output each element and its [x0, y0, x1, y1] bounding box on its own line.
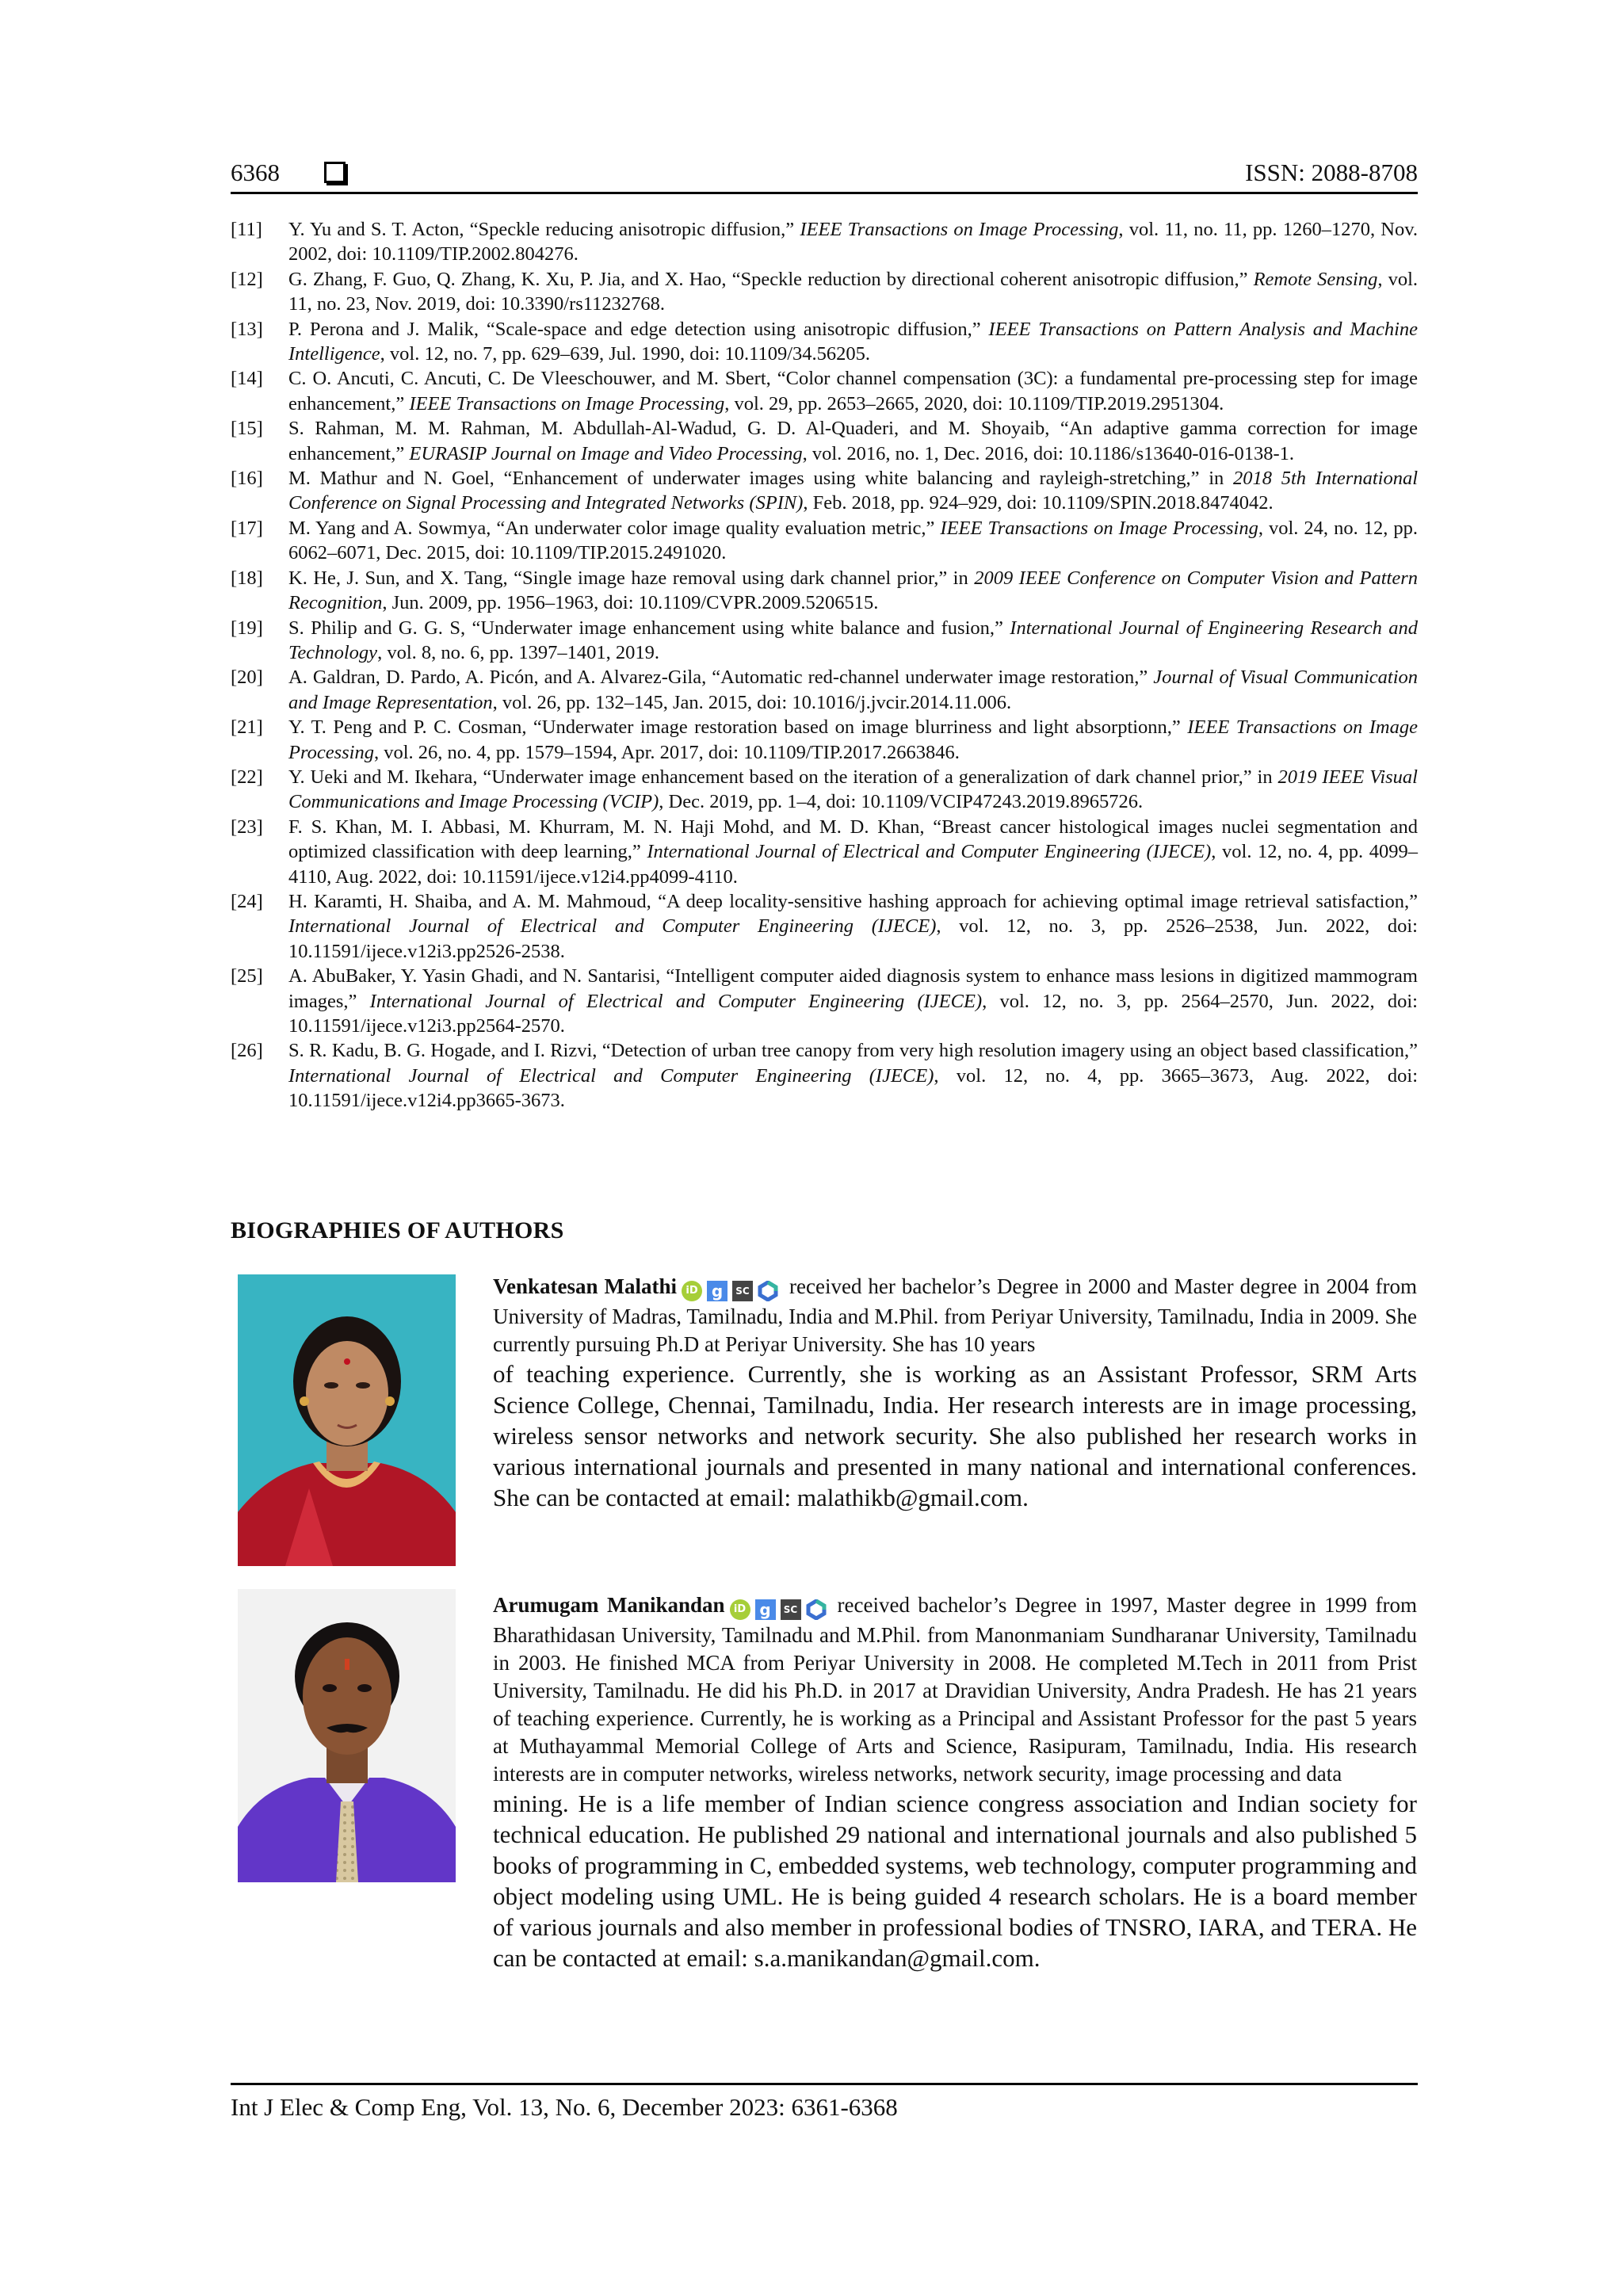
reference-venue: IEEE Transactions on Image Processing — [409, 392, 725, 415]
reference-venue: International Journal of Electrical and Computer Engineering (IJECE) — [288, 1064, 934, 1087]
author-bio-manikandan — [493, 1591, 1417, 1973]
reference-venue: EURASIP Journal on Image and Video Processing — [409, 442, 803, 464]
reference-authors-title: Y. T. Peng and P. C. Cosman, “Underwater image restoration based on image blurriness and light absorptionn,” — [288, 716, 1188, 739]
reference-authors-title: S. R. Kadu, B. G. Hogade, and I. Rizvi, “Detection of urban tree canopy from very high resolution imagery using an object based classification,” — [288, 1040, 1418, 1062]
reference-details: , Dec. 2019, pp. 1–4, doi: 10.1109/VCIP47243.2019.8965726. — [659, 791, 1144, 813]
reference-details: , vol. 12, no. 7, pp. 629–639, Jul. 1990, doi: 10.1109/34.56205. — [380, 343, 871, 365]
reference-number: [16] — [231, 468, 263, 490]
reference-details: , vol. 12, no. 4, pp. 4099–4110, Aug. 2022, doi: 10.11591/ijece.v12i4.pp4099-4110. — [288, 841, 1418, 888]
reference-item — [231, 317, 1418, 367]
reference-item — [231, 416, 1418, 466]
reference-number: [26] — [231, 1040, 263, 1062]
reference-details: , vol. 2016, no. 1, Dec. 2016, doi: 10.1186/s13640-016-0138-1. — [802, 442, 1295, 464]
author-bio-text: mining. He is a life member of Indian science congress association and Indian society for technical education. He published 29 national and international journals and also published 5 books of programming in C, embedded systems, web technology, computer programming and object modeling using UML. He is being guided 4 research scholars. He is a board member of various journals and also member in professional bodies of TNSRO, IARA, and TERA. He can be contacted at email: s.a.manikandan@gmail.com. — [493, 1790, 1417, 1972]
reference-authors-title: M. Yang and A. Sowmya, “An underwater color image quality evaluation metric,” — [288, 517, 941, 539]
publons-icon[interactable] — [806, 1599, 827, 1620]
journal-citation: Int J Elec & Comp Eng, Vol. 13, No. 6, December 2023: 6361-6368 — [231, 2093, 898, 2121]
reference-authors-title: A. AbuBaker, Y. Yasin Ghadi, and N. Santarisi, “Intelligent computer aided diagnosis system to enhance mass lesions in digitized mammogram images,” — [288, 965, 1418, 1012]
scopus-icon[interactable]: SC — [732, 1281, 753, 1301]
reference-venue: IEEE Transactions on Image Processing — [800, 219, 1119, 240]
reference-item — [231, 466, 1418, 516]
reference-details: , vol. 24, no. 12, pp. 6062–6071, Dec. 2015, doi: 10.1109/TIP.2015.2491020. — [288, 517, 1418, 564]
author-bio-text: of teaching experience. Currently, she is working as an Assistant Professor, SRM Arts Science College, Chennai, Tamilnadu, India. Her research interests are in image processing, wireless sensor networks and network security. She also published her research works in various international journals and presented in many national and international conferences. She can be contacted at email: malathikb@gmail.com. — [493, 1360, 1417, 1511]
reference-item — [231, 665, 1418, 715]
author-photo-manikandan — [238, 1589, 456, 1882]
reference-item — [231, 616, 1418, 666]
author-bio-text: received her bachelor’s Degree in 2000 and Master degree in 2004 from University of Madras, Tamilnadu, India and M.Phil. from Periyar University, Tamilnadu, India in 2009. She currently pursuing Ph.D at Periyar University. She has 10 years — [493, 1274, 1417, 1356]
biographies-heading: BIOGRAPHIES OF AUTHORS — [231, 1217, 564, 1244]
reference-authors-title: S. Rahman, M. M. Rahman, M. Abdullah-Al-Wadud, G. D. Al-Quaderi, and M. Shoyaib, “An adaptive gamma correction for image enhancement,” — [288, 418, 1418, 464]
reference-authors-title: P. Perona and J. Malik, “Scale-space and edge detection using anisotropic diffusion,” — [288, 318, 989, 340]
issn-label: ISSN: 2088-8708 — [1245, 159, 1418, 186]
page-header — [231, 154, 1418, 194]
reference-number: [17] — [231, 517, 263, 539]
reference-details: , vol. 12, no. 3, pp. 2564–2570, Jun. 2022, doi: 10.11591/ijece.v12i3.pp2564-2570. — [288, 990, 1418, 1037]
reference-details: , Jun. 2009, pp. 1956–1963, doi: 10.1109/CVPR.2009.5206515. — [382, 592, 879, 614]
reference-details: , vol. 11, no. 23, Nov. 2019, doi: 10.3390/rs11232768. — [288, 268, 1418, 315]
reference-authors-title: C. O. Ancuti, C. Ancuti, C. De Vleeschouwer, and M. Sbert, “Color channel compensation (3C): a fundamental pre-processing step for image enhancement,” — [288, 368, 1418, 415]
reference-authors-title: Y. Yu and S. T. Acton, “Speckle reducing anisotropic diffusion,” — [288, 219, 800, 240]
reference-item — [231, 715, 1418, 765]
reference-list — [231, 217, 1418, 1114]
reference-item — [231, 815, 1418, 889]
reference-authors-title: S. Philip and G. G. S, “Underwater image enhancement using white balance and fusion,” — [288, 617, 1010, 639]
reference-venue: 2009 IEEE Conference on Computer Vision and Pattern Recognition — [288, 567, 1418, 614]
reference-number: [14] — [231, 368, 263, 390]
author-name: Arumugam Manikandan — [493, 1593, 725, 1617]
reference-item — [231, 964, 1418, 1038]
reference-number: [23] — [231, 816, 263, 838]
google-scholar-icon[interactable]: g — [707, 1281, 727, 1301]
author-profile-icons — [682, 1275, 783, 1303]
author-profile-icons — [730, 1594, 831, 1622]
author-bio-malathi — [493, 1273, 1417, 1513]
orcid-icon[interactable]: iD — [682, 1281, 702, 1301]
reference-venue: International Journal of Electrical and Computer Engineering (IJECE) — [288, 915, 937, 938]
reference-number: [15] — [231, 418, 263, 440]
reference-number: [11] — [231, 219, 262, 240]
reference-authors-title: F. S. Khan, M. I. Abbasi, M. Khurram, M. N. Haji Mohd, and M. D. Khan, “Breast cancer histological images nuclei segmentation and optimized classification with deep learning,” — [288, 816, 1418, 863]
reference-venue: IEEE Transactions on Pattern Analysis and Machine Intelligence — [288, 318, 1419, 365]
reference-venue: International Journal of Engineering Research and Technology — [288, 617, 1418, 663]
page-footer — [231, 2083, 1418, 2123]
reference-venue: IEEE Transactions on Image Processing — [940, 517, 1258, 539]
reference-number: [20] — [231, 667, 263, 689]
reference-venue: International Journal of Electrical and Computer Engineering (IJECE) — [647, 841, 1212, 863]
page-number: 6368 — [231, 159, 280, 186]
reference-venue: International Journal of Electrical and Computer Engineering (IJECE) — [369, 990, 983, 1012]
reference-item — [231, 267, 1418, 317]
reference-venue: 2019 IEEE Visual Communications and Image Processing (VCIP) — [288, 766, 1418, 813]
reference-authors-title: A. Galdran, D. Pardo, A. Picón, and A. Alvarez-Gila, “Automatic red-channel underwater image restoration,” — [288, 667, 1154, 689]
reference-item — [231, 1038, 1418, 1113]
reference-venue: Journal of Visual Communication and Image Representation — [288, 667, 1419, 713]
reference-details: , vol. 26, pp. 132–145, Jan. 2015, doi: 10.1016/j.jvcir.2014.11.006. — [492, 691, 1012, 713]
reference-details: , vol. 12, no. 4, pp. 3665–3673, Aug. 2022, doi: 10.11591/ijece.v12i4.pp3665-3673. — [288, 1064, 1419, 1112]
reference-number: [24] — [231, 890, 263, 912]
reference-details: , Feb. 2018, pp. 924–929, doi: 10.1109/SPIN.2018.8474042. — [803, 492, 1274, 514]
reference-details: , vol. 29, pp. 2653–2665, 2020, doi: 10.1109/TIP.2019.2951304. — [724, 392, 1224, 415]
reference-details: , vol. 11, no. 11, pp. 1260–1270, Nov. 2002, doi: 10.1109/TIP.2002.804276. — [288, 219, 1418, 266]
square-bullet-icon — [324, 162, 346, 183]
reference-venue: Remote Sensing — [1253, 268, 1378, 290]
reference-item — [231, 765, 1418, 815]
publons-icon[interactable] — [758, 1281, 778, 1301]
reference-item — [231, 516, 1418, 566]
reference-authors-title: K. He, J. Sun, and X. Tang, “Single image haze removal using dark channel prior,” in — [288, 567, 975, 589]
google-scholar-icon[interactable]: g — [755, 1599, 776, 1620]
reference-number: [21] — [231, 716, 263, 739]
reference-details: , vol. 12, no. 3, pp. 2526–2538, Jun. 2022, doi: 10.11591/ijece.v12i3.pp2526-2538. — [288, 915, 1418, 962]
orcid-icon[interactable]: iD — [730, 1599, 750, 1620]
reference-item — [231, 566, 1418, 616]
reference-number: [19] — [231, 617, 263, 639]
reference-details: , vol. 8, no. 6, pp. 1397–1401, 2019. — [377, 641, 659, 663]
reference-item — [231, 217, 1418, 267]
reference-number: [12] — [231, 268, 263, 290]
reference-venue: 2018 5th International Conference on Signal Processing and Integrated Networks (SPIN) — [288, 468, 1418, 514]
author-photo-malathi — [238, 1274, 456, 1566]
reference-authors-title: Y. Ueki and M. Ikehara, “Underwater image enhancement based on the iteration of a generalization of dark channel prior,” in — [288, 766, 1278, 788]
reference-details: , vol. 26, no. 4, pp. 1579–1594, Apr. 2017, doi: 10.1109/TIP.2017.2663846. — [373, 741, 960, 763]
reference-venue: IEEE Transactions on Image Processing — [288, 716, 1418, 763]
author-name: Venkatesan Malathi — [493, 1274, 678, 1298]
reference-authors-title: M. Mathur and N. Goel, “Enhancement of underwater images using white balancing and rayleigh-stretching,” in — [288, 468, 1233, 490]
reference-number: [25] — [231, 965, 263, 988]
reference-item — [231, 889, 1418, 964]
reference-number: [18] — [231, 567, 263, 589]
reference-number: [22] — [231, 766, 263, 788]
author-bio-text: received bachelor’s Degree in 1997, Master degree in 1999 from Bharathidasan University, Tamilnadu and M.Phil. from Manonmaniam Sundharanar University, Tamilnadu in 2003. He finished MCA from Periyar University in 2008. He completed M.Tech in 2011 from Prist University, Tamilnadu. He did his Ph.D. in 2017 at Dravidian University, Andra Pradesh. He has 21 years of teaching experience. Currently, he is working as a Principal and Assistant Professor for the past 5 years at Muthayammal Memorial College of Arts and Science, Rasipuram, Tamilnadu, India. His research interests are in computer networks, wireless networks, network security, image processing and data — [493, 1593, 1417, 1786]
reference-item — [231, 366, 1418, 416]
reference-number: [13] — [231, 318, 263, 340]
scopus-icon[interactable]: SC — [781, 1599, 801, 1620]
reference-authors-title: H. Karamti, H. Shaiba, and A. M. Mahmoud, “A deep locality-sensitive hashing approach for achieving optimal image retrieval satisfaction,” — [288, 890, 1418, 912]
reference-authors-title: G. Zhang, F. Guo, Q. Zhang, K. Xu, P. Jia, and X. Hao, “Speckle reduction by directional coherent anisotropic diffusion,” — [288, 268, 1254, 290]
